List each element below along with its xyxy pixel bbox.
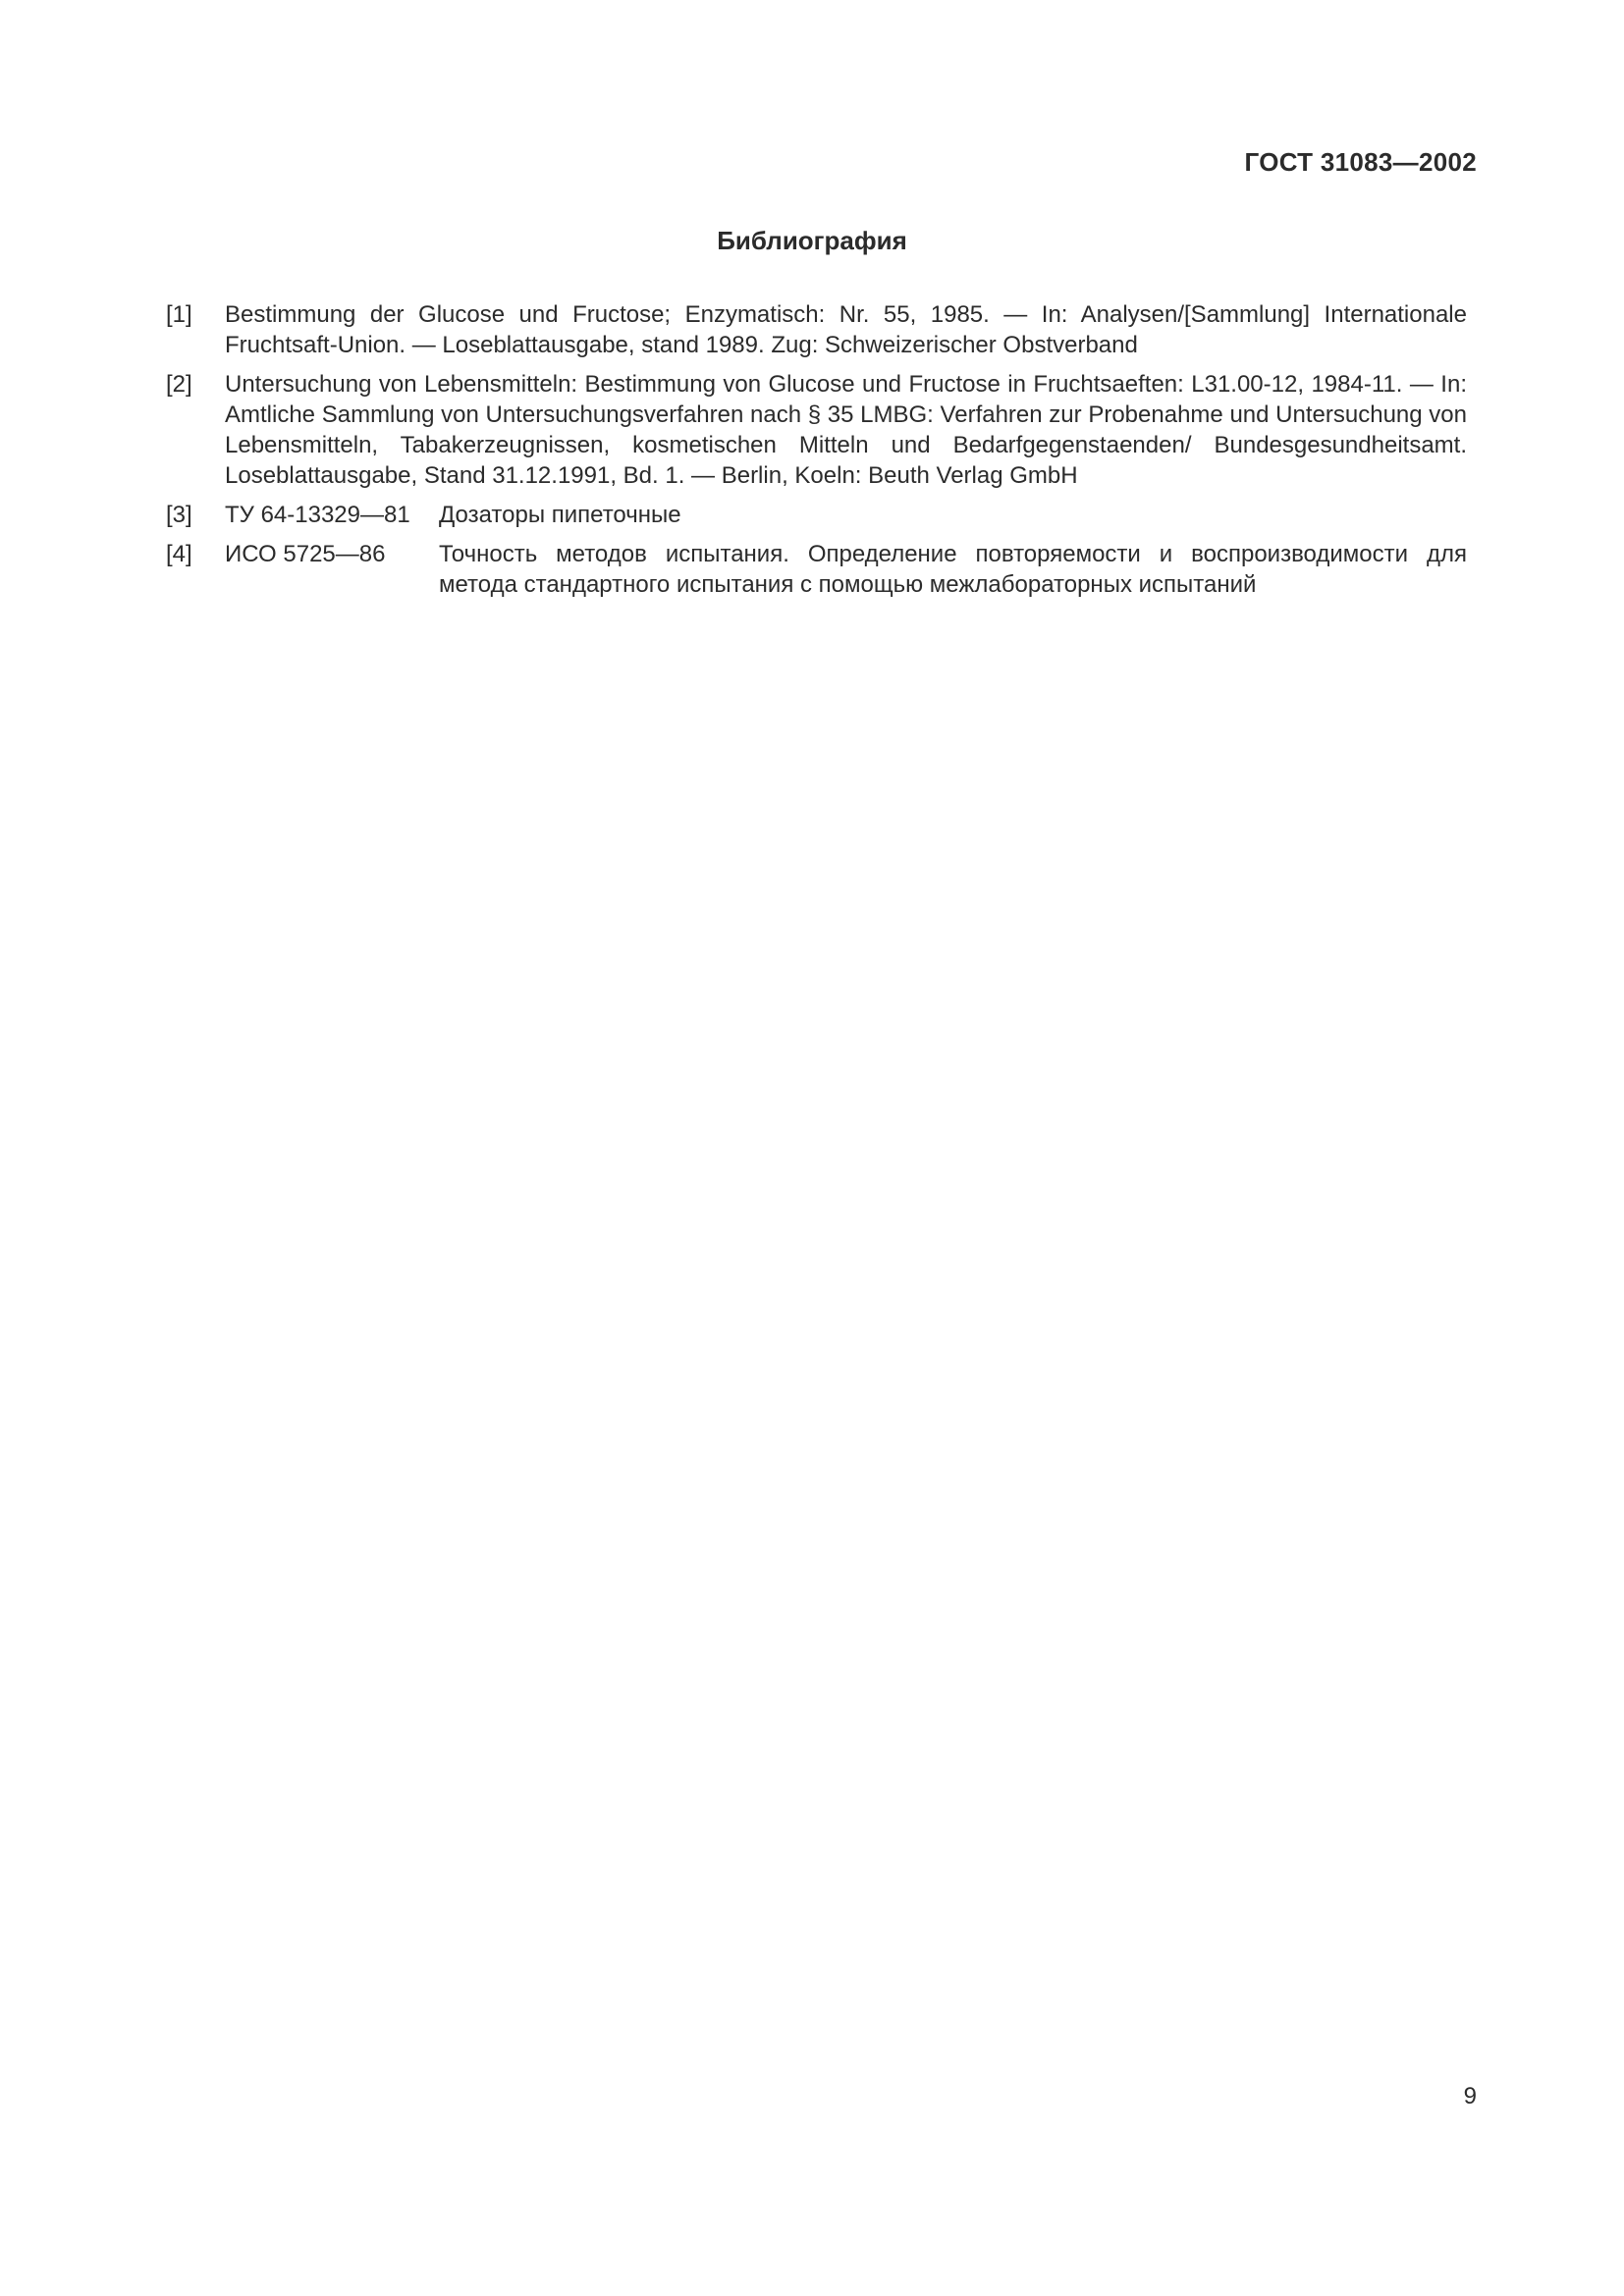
page-number: 9 — [1463, 2083, 1477, 2109]
reference-entry-1 — [166, 299, 1467, 360]
reference-entry-4 — [166, 539, 1467, 600]
reference-text: Дозаторы пипеточные — [439, 502, 681, 528]
reference-text: Bestimmung der Glucose und Fructose; Enzymatisch: Nr. 55, 1985. — In: Analysen/[Sammlung] Internationale Fruchtsaft-Union. — Loseblattausgabe, stand 1989. Zug: Schweizerischer Obstverband — [225, 301, 1467, 358]
reference-text: Untersuchung von Lebensmitteln: Bestimmung von Glucose und Fructose in Fruchtsaeften: L31.00-12, 1984-11. — In: Amtliche Sammlung von Untersuchungsverfahren nach § 35 LMBG: Verfahren zur Probenahme und Untersuchung von Lebensmitteln, Tabakerzeugnissen, kosmetischen Mitteln und Bedarfgegenstaenden/ Bundesgesundheitsamt. Loseblattausgabe, Stand 31.12.1991, Bd. 1. — Berlin, Koeln: Beuth Verlag GmbH — [225, 371, 1467, 489]
reference-text: Точность методов испытания. Определение повторяемости и воспроизводимости для метода стандартного испытания с помощью межлабораторных испытаний — [439, 541, 1467, 598]
reference-entry-2 — [166, 369, 1467, 491]
reference-number: [3] — [166, 502, 192, 528]
reference-code: ИСО 5725—86 — [225, 541, 386, 567]
bibliography-title: Библиография — [717, 226, 907, 255]
reference-number: [1] — [166, 301, 192, 328]
reference-code: ТУ 64-13329—81 — [225, 502, 410, 528]
reference-number: [4] — [166, 541, 192, 567]
bibliography-list — [166, 299, 1467, 609]
reference-number: [2] — [166, 371, 192, 398]
reference-entry-3 — [166, 500, 1467, 530]
document-code-header: ГОСТ 31083—2002 — [1244, 147, 1477, 177]
